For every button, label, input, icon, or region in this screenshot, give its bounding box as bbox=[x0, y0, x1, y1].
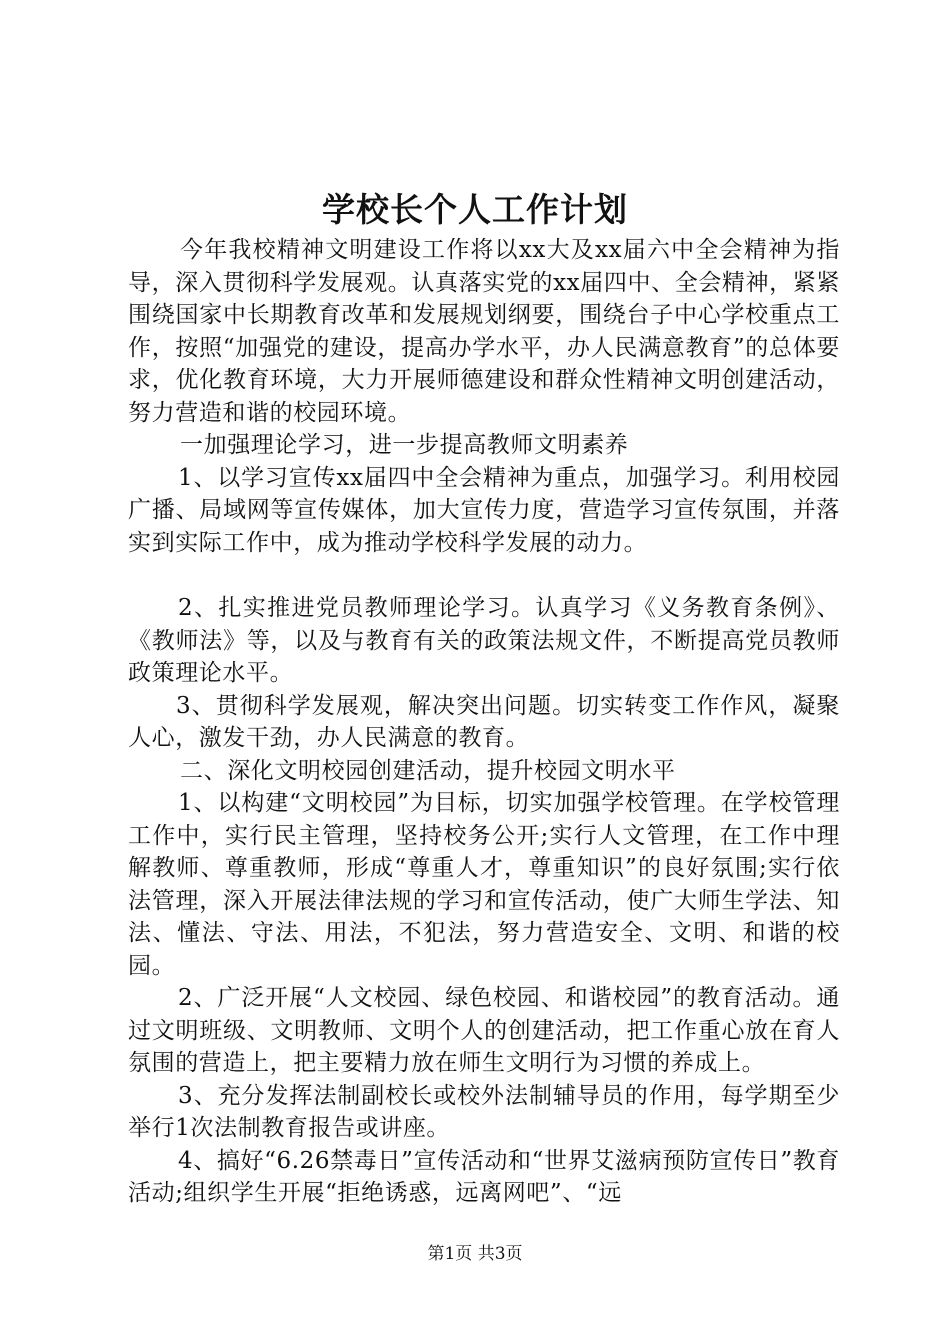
document-title: 学校长个人工作计划 bbox=[322, 190, 628, 229]
section-2-item-2: 2、广泛开展“人文校园、绿色校园、和谐校园”的教育活动。通过文明班级、文明教师、文明个人的创建活动，把工作重心放在育人氛围的营造上，把主要精力放在师生文明行为习惯的养成上。 bbox=[128, 985, 840, 1076]
section-heading-1: 一加强理论学习，进一步提高教师文明素养 bbox=[180, 432, 629, 458]
document-body bbox=[128, 234, 840, 1210]
section-1-item-2: 2、扎实推进党员教师理论学习。认真学习《义务教育条例》、《教师法》等，以及与教育有关的政策法规文件，不断提高党员教师政策理论水平。 bbox=[128, 595, 840, 686]
section-1-item-3: 3、贯彻科学发展观，解决突出问题。切实转变工作作风，凝聚人心，激发干劲，办人民满意的教育。 bbox=[128, 692, 840, 751]
page-footer: 第1页 共3页 bbox=[427, 1244, 523, 1264]
section-1-item-1: 1、以学习宣传xx届四中全会精神为重点，加强学习。利用校园广播、局域网等宣传媒体，加大宣传力度，营造学习宣传氛围，并落实到实际工作中，成为推动学校科学发展的动力。 bbox=[128, 464, 840, 556]
section-2-item-3: 3、充分发挥法制副校长或校外法制辅导员的作用，每学期至少举行1次法制教育报告或讲座。 bbox=[128, 1082, 840, 1141]
section-2-item-1: 1、以构建“文明校园”为目标，切实加强学校管理。在学校管理工作中，实行民主管理，坚持校务公开;实行人文管理，在工作中理解教师、尊重教师，形成“尊重人才，尊重知识”的良好氛围;实行依法管理，深入开展法律法规的学习和宣传活动，使广大师生学法、知法、懂法、守法、用法，不犯法，努力营造安全、文明、和谐的校园。 bbox=[128, 790, 840, 979]
section-heading-2: 二、深化文明校园创建活动，提升校园文明水平 bbox=[180, 757, 676, 784]
section-2-item-4: 4、搞好“6.26禁毒日”宣传活动和“世界艾滋病预防宣传日”教育活动;组织学生开展“拒绝诱惑，远离网吧”、“远 bbox=[128, 1147, 840, 1206]
intro-paragraph: 今年我校精神文明建设工作将以xx大及xx届六中全会精神为指导，深入贯彻科学发展观。认真落实党的xx届四中、全会精神，紧紧围绕国家中长期教育改革和发展规划纲要，围绕台子中心学校重点工作，按照“加强党的建设，提高办学水平，办人民满意教育”的总体要求，优化教育环境，大力开展师德建设和群众性精神文明创建活动，努力营造和谐的校园环境。 bbox=[128, 237, 840, 426]
